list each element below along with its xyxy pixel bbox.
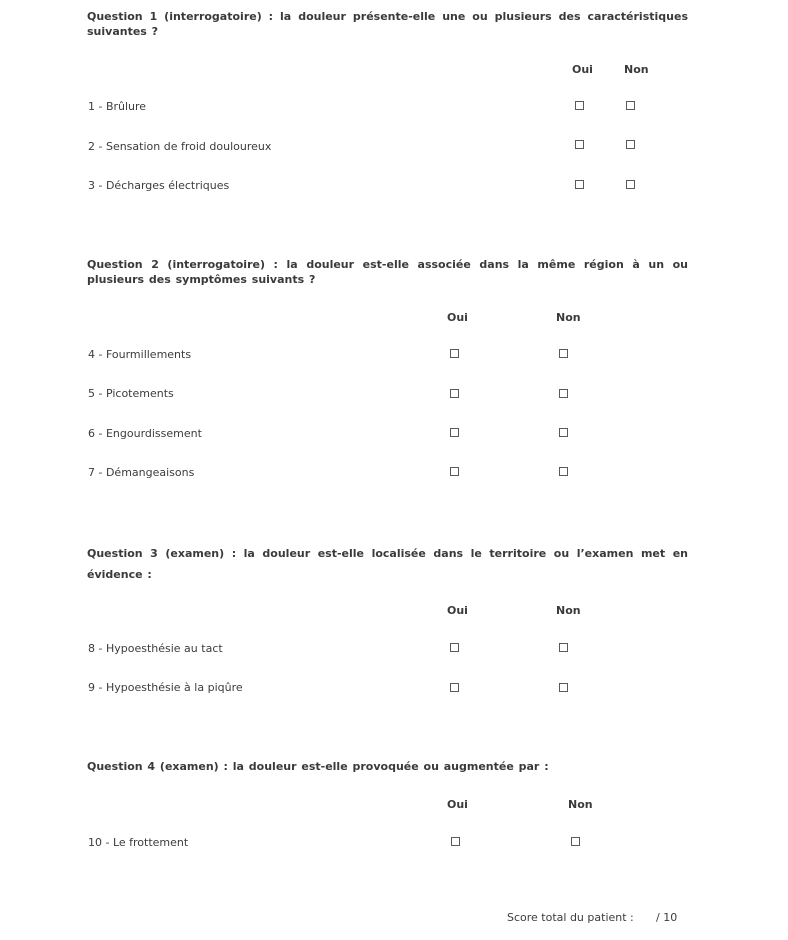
q2-item-5-label: 5 - Picotements [88, 387, 174, 400]
q3-item-9-yes-checkbox[interactable] [450, 683, 459, 692]
question-3-title: Question 3 (examen) : la douleur est-elle localisée dans le territoire ou l’examen met en évidence : [87, 547, 688, 581]
q2-no-header: Non [556, 311, 581, 324]
q4-yes-header: Oui [447, 798, 468, 811]
q1-item-2-yes-checkbox[interactable] [575, 140, 584, 149]
q3-yes-header: Oui [447, 604, 468, 617]
score-total-label: Score total du patient : [507, 911, 634, 924]
q1-item-3-no-checkbox[interactable] [626, 180, 635, 189]
q2-item-6-yes-checkbox[interactable] [450, 428, 459, 437]
q3-item-9-label: 9 - Hypoesthésie à la piqûre [88, 681, 243, 694]
q2-item-4-label: 4 - Fourmillements [88, 348, 192, 361]
q1-item-2-label: 2 - Sensation de froid douloureux [88, 140, 272, 153]
q2-item-5-yes-checkbox[interactable] [450, 389, 459, 398]
question-4-title: Question 4 (examen) : la douleur est-elle provoquée ou augmentée par : [87, 760, 549, 773]
q1-item-1-yes-checkbox[interactable] [575, 101, 584, 110]
q1-item-3-label: 3 - Décharges électriques [88, 179, 230, 192]
q2-yes-header: Oui [447, 311, 468, 324]
q1-item-1-label: 1 - Brûlure [88, 100, 147, 113]
q4-no-header: Non [568, 798, 593, 811]
q3-no-header: Non [556, 604, 581, 617]
q4-item-10-no-checkbox[interactable] [571, 837, 580, 846]
q1-item-1-no-checkbox[interactable] [626, 101, 635, 110]
q4-item-10-label: 10 - Le frottement [88, 836, 189, 849]
question-1-title: Question 1 (interrogatoire) : la douleur présente-elle une ou plusieurs des caractéristiques suivantes ? [87, 10, 688, 38]
q2-item-7-label: 7 - Démangeaisons [88, 466, 195, 479]
score-total-value: / 10 [656, 911, 678, 924]
q2-item-4-yes-checkbox[interactable] [450, 349, 459, 358]
q1-item-3-yes-checkbox[interactable] [575, 180, 584, 189]
q2-item-4-no-checkbox[interactable] [559, 349, 568, 358]
q1-item-2-no-checkbox[interactable] [626, 140, 635, 149]
question-2-title: Question 2 (interrogatoire) : la douleur est-elle associée dans la même région à un ou plusieurs des symptômes suivants ? [87, 258, 688, 286]
q2-item-5-no-checkbox[interactable] [559, 389, 568, 398]
q3-item-8-no-checkbox[interactable] [559, 643, 568, 652]
q2-item-7-yes-checkbox[interactable] [450, 467, 459, 476]
q2-item-6-label: 6 - Engourdissement [88, 427, 202, 440]
q3-item-8-yes-checkbox[interactable] [450, 643, 459, 652]
q4-item-10-yes-checkbox[interactable] [451, 837, 460, 846]
q2-item-6-no-checkbox[interactable] [559, 428, 568, 437]
q3-item-9-no-checkbox[interactable] [559, 683, 568, 692]
q3-item-8-label: 8 - Hypoesthésie au tact [88, 642, 223, 655]
q2-item-7-no-checkbox[interactable] [559, 467, 568, 476]
q1-yes-header: Oui [572, 63, 593, 76]
q1-no-header: Non [624, 63, 649, 76]
